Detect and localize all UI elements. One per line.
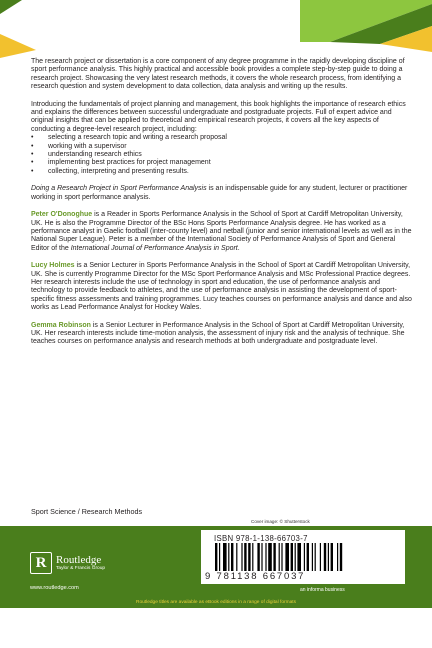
left-yellow-triangle (0, 34, 36, 58)
book-title: Doing a Research Project in Sport Performance Analysis (31, 185, 207, 193)
author-bio (31, 211, 413, 253)
publisher-group: Taylor & Francis Group (56, 565, 106, 571)
author-bio-text: is a Reader in Sports Performance Analysis in the School of Sport at Cardiff Metropolitan University, UK. He is also the Programme Director of the BSc Hons Sports Performance Analysis degree. He has worked as a performance analyst in Gaelic football (inter-county level) and netball (junior and senior international levels as well as in the National Super League). Peter is a member of the International Society of Performance Analysis of Sport and General Editor of the (31, 211, 412, 252)
back-cover-text (31, 58, 413, 356)
author-name: Peter O'Donoghue (31, 211, 93, 219)
isbn-number: ISBN 978-1-138-66703-7 (214, 534, 308, 543)
closing-paragraph (31, 185, 413, 202)
overview-paragraph: Introducing the fundamentals of project planning and management, this book highlights the importance of research ethics and explains the differences between successful undergraduate and postgraduate projects. Full of expert advice and original insights that can be applied to theoretical and empirical research projects, it covers all the key aspects of conducting a degree-level research project, including: (31, 100, 406, 133)
routledge-logo (30, 552, 105, 574)
publisher-name: Routledge (56, 553, 102, 566)
topic-item: • selecting a research topic and writing a research proposal (31, 134, 413, 142)
top-left-green-triangle (0, 0, 22, 14)
barcode-icon (213, 543, 393, 571)
author-bio-text: is a Senior Lecturer in Sports Performance Analysis in the School of Sport at Cardiff Metropolitan University, UK. She is currently Programme Director for the MSc Sport Performance Analysis and MSc Professional Practice degrees. Her research interests include the use of technology in sport and education, the use of performance analysis and technology to provide feedback to athletes, and the use of performance analysis in assisting the development of sport-specific fitness assessments and training programmes. Lucy teaches courses on performance analysis and dance and also works as Lead Performance Analyst for Hockey Wales. (31, 262, 412, 312)
author-bio (31, 322, 413, 347)
corner-decoration (0, 0, 432, 60)
topic-item: • understanding research ethics (31, 151, 413, 159)
author-name: Lucy Holmes (31, 262, 75, 270)
journal-title: International Journal of Performance Analysis in Sport (70, 244, 238, 252)
author-bio-text: is a Senior Lecturer in Performance Analysis in the School of Sport at Cardiff Metropolitan University, UK. Her research interests include time-motion analysis, the assessment of injury risk and the analysis of technique. She teaches courses on performance analysis and research methods at both undergraduate and postgraduate level. (31, 321, 405, 346)
topic-item: • collecting, interpreting and presenting results. (31, 168, 413, 176)
author-name: Gemma Robinson (31, 321, 91, 329)
publisher-website[interactable]: www.routledge.com (30, 585, 79, 591)
subject-category: Sport Science / Research Methods (31, 507, 143, 516)
informa-tagline: an informa business (300, 587, 345, 593)
topic-item: • working with a supervisor (31, 143, 413, 151)
ebook-note: Routledge titles are available as eBook editions in a range of digital formats (136, 600, 296, 605)
intro-paragraph: The research project or dissertation is a core component of any degree programme in the rapidly developing discipline of sport performance analysis. This highly practical and accessible book provides a complete step-by-step guide to doing a research project. Showcasing the very latest research methods, it covers the whole research process, from identifying a research question and system development to data collection, data analysis and writing up the results. (31, 58, 405, 91)
closing-text: is an indispensable guide for any student, lecturer or practitioner working in sport performance analysis. (31, 185, 408, 201)
author-bio (31, 262, 413, 312)
topics-list (31, 134, 413, 176)
cover-credit: Cover image: © Shutterstock (251, 519, 310, 524)
isbn-barcode-panel (201, 530, 405, 584)
routledge-r-icon: R (30, 552, 52, 574)
barcode-digits: 9 781138 667037 (205, 571, 306, 582)
topic-item: • implementing best practices for project management (31, 159, 413, 167)
author-bio-end: . (237, 244, 240, 252)
